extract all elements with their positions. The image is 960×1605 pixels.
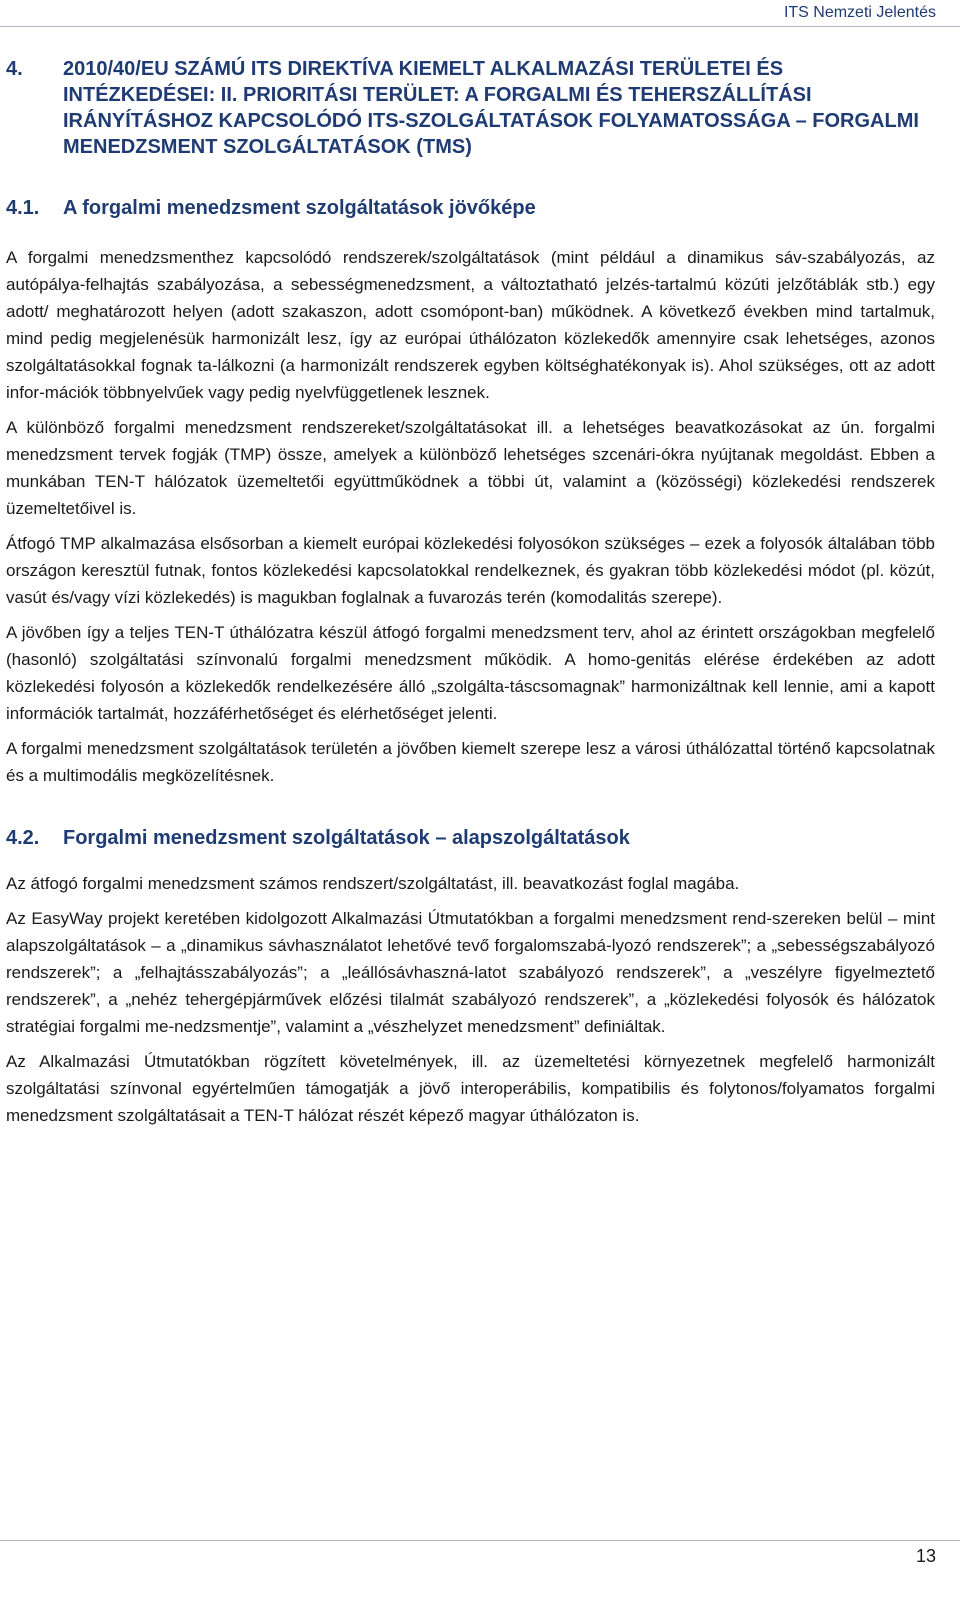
section-title: Forgalmi menedzsment szolgáltatások – alapszolgáltatások — [63, 827, 630, 849]
section-number: 4.1. — [6, 197, 40, 219]
paragraph: Az Alkalmazási Útmutatókban rögzített követelmények, ill. az üzemeltetési környezetnek megfelelő harmonizált szolgáltatási színvonal egyértelműen támogatják a jövő interoperábilis, kompatibilis és folytonos/folyamatos forgalmi menedzsment szolgáltatásait a TEN-T hálózat részét képező magyar úthálózaton is. — [6, 1052, 935, 1125]
header-divider — [0, 26, 960, 27]
paragraph: Átfogó TMP alkalmazása elsősorban a kiemelt európai közlekedési folyosókon szükséges – ezek a folyosók általában több országon keresztül futnak, fontos közlekedési kapcsolatokkal rendelkeznek, és gyakran több közlekedési módot (pl. közút, vasút és/vagy vízi közlekedés) is magukban foglalnak a fuvarozás terén (komodalitás szerepe). — [6, 534, 935, 607]
paragraph: Az átfogó forgalmi menedzsment számos rendszert/szolgáltatást, ill. beavatkozást foglal magába. — [6, 874, 740, 893]
paragraph: A jövőben így a teljes TEN-T úthálózatra készül átfogó forgalmi menedzsment terv, ahol az érintett országokban megfelelő (hasonló) szolgáltatási színvonalú forgalmi menedzsment működik. A homo-genitás elérése érdekében az adott közlekedési folyosón a közlekedők rendelkezésére álló „szolgálta-táscsomagnak” harmonizáltnak kell lennie, ami a kapott információk tartalmát, hozzáférhetőséget és elérhetőséget jelenti. — [6, 623, 935, 723]
section-heading-4-1 — [6, 194, 935, 222]
page-number: 13 — [915, 1546, 936, 1566]
paragraph: A forgalmi menedzsment szolgáltatások területén a jövőben kiemelt szerepe lesz a városi úthálózattal történő kapcsolatnak és a multimodális megközelítésnek. — [6, 739, 935, 785]
chapter-number: 4. — [6, 58, 23, 80]
paragraph: A különböző forgalmi menedzsment rendszereket/szolgáltatásokat ill. a lehetséges beavatkozásokat az ún. forgalmi menedzsment tervek fogják (TMP) össze, amelyek a különböző lehetséges szcenári-ókra nyújtanak megoldást. Ebben a munkában TEN-T hálózatok üzemeltetői együttműködnek a többi út, valamint a (közösségi) közlekedési rendszerek üzemeltetőivel is. — [6, 418, 935, 518]
running-header-title: ITS Nemzeti Jelentés — [783, 4, 936, 21]
page-content — [6, 56, 935, 1137]
footer-divider — [0, 1540, 960, 1541]
section-title: A forgalmi menedzsment szolgáltatások jövőképe — [63, 197, 536, 219]
section-heading-4-2 — [6, 824, 935, 852]
chapter-title: 2010/40/EU SZÁMÚ ITS DIREKTÍVA KIEMELT ALKALMAZÁSI TERÜLETEI ÉS INTÉZKEDÉSEI: II. PRIORITÁSI TERÜLET: A FORGALMI ÉS TEHERSZÁLLÍTÁSI IRÁNYÍTÁSHOZ KAPCSOLÓDÓ ITS-SZOLGÁLTATÁSOK FOLYAMATOSSÁGA – FORGALMI MENEDZSMENT SZOLGÁLTATÁSOK (TMS) — [63, 58, 919, 158]
paragraph: Az EasyWay projekt keretében kidolgozott Alkalmazási Útmutatókban a forgalmi menedzsment rend-szereken belül – mint alapszolgáltatások – a „dinamikus sávhasználatot lehetővé tevő forgalomszabá-lyozó rendszerek”; a „sebességszabályozó rendszerek”; a „felhajtásszabályozás”; a „leállósávhaszná-latot szabályozó rendszerek”, a „veszélyre figyelmeztető rendszerek”, a „nehéz tehergépjárművek előzési tilalmát szabályozó rendszerek”, a „közlekedési folyosók és hálózatok stratégiai forgalmi me-nedzsmentje”, valamint a „vészhelyzet menedzsment” definiáltak. — [6, 909, 935, 1036]
paragraph: A forgalmi menedzsmenthez kapcsolódó rendszerek/szolgáltatások (mint például a dinamikus sáv-szabályozás, az autópálya-felhajtás szabályozása, a sebességmenedzsment, a változtatható jelzés-tartalmú közúti jelzőtáblák stb.) egy adott/ meghatározott helyen (adott szakaszon, adott csomópont-ban) működnek. A következő években mind tartalmuk, mind pedig megjelenésük harmonizált lesz, így az európai úthálózaton közlekedők amennyire csak lehetséges, azonos szolgáltatásokkal fognak ta-lálkozni (a harmonizált rendszerek egyben költséghatékonyak is). Ahol szükséges, ott az adott infor-mációk többnyelvűek vagy pedig nyelvfüggetlenek lesznek. — [6, 248, 935, 402]
chapter-heading — [6, 56, 935, 160]
section-number: 4.2. — [6, 827, 40, 849]
